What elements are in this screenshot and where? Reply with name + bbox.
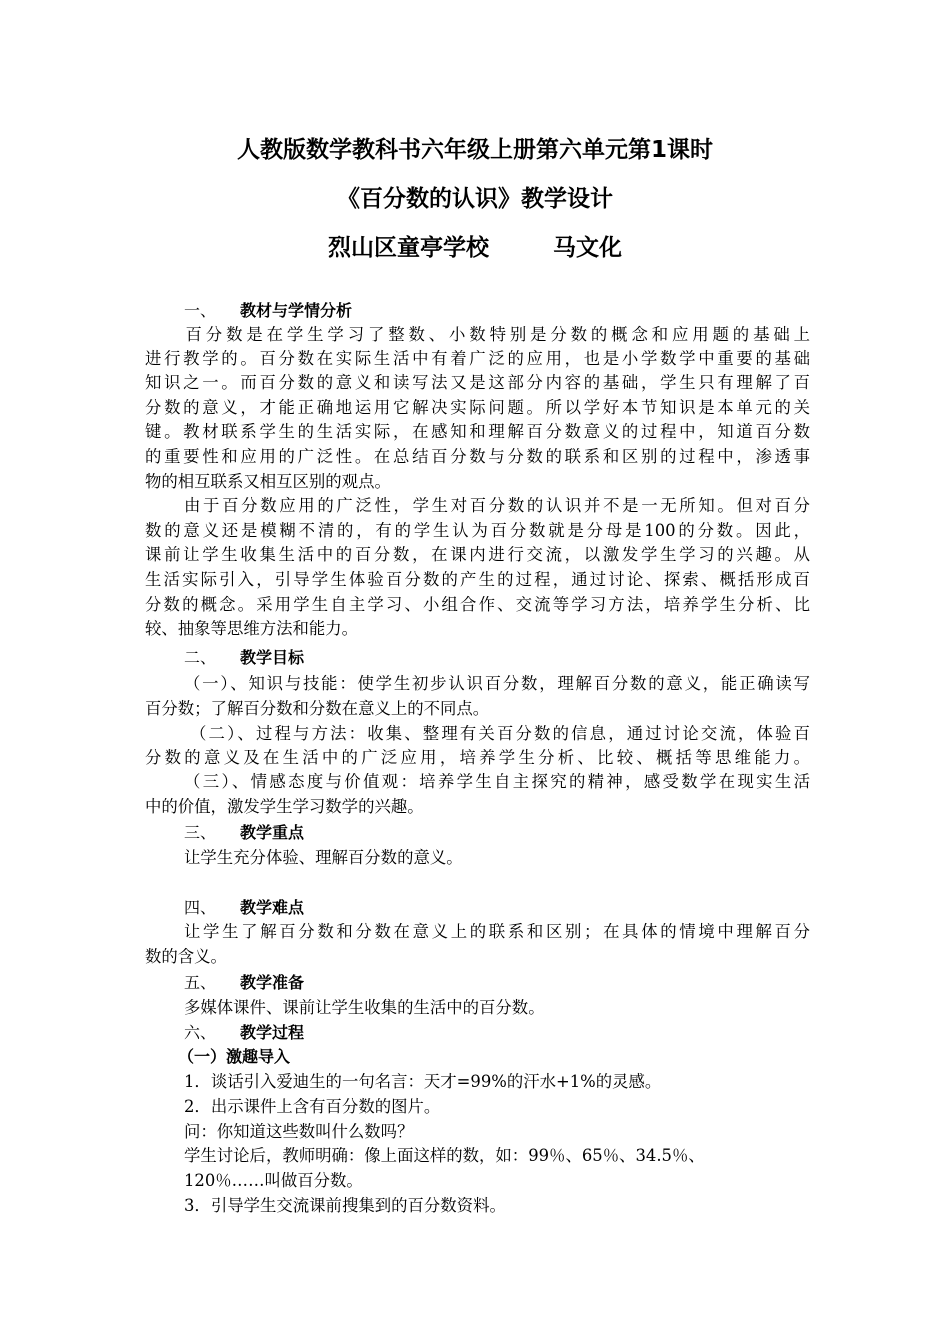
paragraph-line: 分数的意义及在生活中的广泛应用，培养学生分析、比较、概括等思维能力。 bbox=[145, 748, 810, 767]
paragraph-line: 的重要性和应用的广泛性。在总结百分数与分数的联系和区别的过程中，渗透事 bbox=[145, 447, 810, 466]
section-title: 教学目标 bbox=[240, 648, 305, 667]
paragraph-line: 数的含义。 bbox=[145, 947, 227, 966]
section-title: 教材与学情分析 bbox=[240, 301, 353, 320]
section-number: 六、 bbox=[184, 1023, 217, 1042]
paragraph-line: 百分数是在学生学习了整数、小数特别是分数的概念和应用题的基础上 bbox=[145, 325, 810, 344]
step-line: 学生讨论后，教师明确：像上面这样的数，如：99％、65％、34.5％、 bbox=[184, 1146, 705, 1165]
paragraph-line: 中的价值，激发学生学习数学的兴趣。 bbox=[145, 797, 424, 816]
doc-subtitle: 《百分数的认识》教学设计 bbox=[337, 186, 613, 212]
paragraph-line: 知识之一。而百分数的意义和读写法又是这部分内容的基础，学生只有理解了百 bbox=[145, 373, 810, 392]
step-line: 2．出示课件上含有百分数的图片。 bbox=[184, 1097, 441, 1116]
step-line: 3．引导学生交流课前搜集到的百分数资料。 bbox=[184, 1196, 506, 1215]
paragraph-line: 多媒体课件、课前让学生收集的生活中的百分数。 bbox=[184, 998, 545, 1017]
section-heading-4 bbox=[184, 896, 304, 920]
doc-author: 烈山区童亭学校 马文化 bbox=[327, 235, 623, 261]
paragraph-line: 让学生了解百分数和分数在意义上的联系和区别；在具体的情境中理解百分 bbox=[184, 922, 810, 941]
section-heading-2 bbox=[184, 646, 304, 670]
paragraph-line: 进行教学的。百分数在实际生活中有着广泛的应用，也是小学数学中重要的基础 bbox=[145, 349, 810, 368]
paragraph-line: 较、抽象等思维方法和能力。 bbox=[145, 619, 359, 638]
paragraph-line: 课前让学生收集生活中的百分数，在课内进行交流，以激发学生学习的兴趣。从 bbox=[145, 545, 810, 564]
section-number: 三、 bbox=[184, 823, 217, 842]
paragraph-line: 生活实际引入，引导学生体验百分数的产生的过程，通过讨论、探索、概括形成百 bbox=[145, 570, 810, 589]
doc-title: 人教版数学教科书六年级上册第六单元第1课时 bbox=[236, 137, 713, 163]
section-number: 四、 bbox=[184, 898, 217, 917]
paragraph-line: （二）、过程与方法：收集、整理有关百分数的信息，通过讨论交流，体验百 bbox=[190, 724, 810, 743]
paragraph-line: 百分数；了解百分数和分数在意义上的不同点。 bbox=[145, 699, 490, 718]
step-line: 问：你知道这些数叫什么数吗？ bbox=[184, 1122, 414, 1141]
paragraph-line: 键。教材联系学生的生活实际，在感知和理解百分数意义的过程中，知道百分数 bbox=[145, 422, 810, 441]
section-heading-6 bbox=[184, 1021, 304, 1045]
step-line: 120％……叫做百分数。 bbox=[184, 1171, 363, 1190]
section-title: 教学准备 bbox=[240, 973, 305, 992]
section-number: 一、 bbox=[184, 301, 217, 320]
section-heading-5 bbox=[184, 971, 304, 995]
paragraph-line: 让学生充分体验、理解百分数的意义。 bbox=[184, 848, 463, 867]
paragraph-line: 分数的概念。采用学生自主学习、小组合作、交流等学习方法，培养学生分析、比 bbox=[145, 595, 810, 614]
section-heading-3 bbox=[184, 821, 304, 845]
step-line: 1．谈话引入爱迪生的一句名言：天才=99%的汗水+1%的灵感。 bbox=[184, 1072, 662, 1091]
section-number: 二、 bbox=[184, 648, 217, 667]
paragraph-line: 数的意义还是模糊不清的，有的学生认为百分数就是分母是100的分数。因此， bbox=[145, 521, 810, 540]
section-title: 教学重点 bbox=[240, 823, 305, 842]
section-number: 五、 bbox=[184, 973, 217, 992]
subsection-heading: （一）激趣导入 bbox=[178, 1047, 291, 1066]
paragraph-line: （一）、知识与技能：使学生初步认识百分数，理解百分数的意义，能正确读写 bbox=[184, 674, 810, 693]
paragraph-line: 由于百分数应用的广泛性，学生对百分数的认识并不是一无所知。但对百分 bbox=[184, 496, 810, 515]
section-title: 教学过程 bbox=[240, 1023, 305, 1042]
paragraph-line: （三）、情感态度与价值观：培养学生自主探究的精神，感受数学在现实生活 bbox=[184, 772, 810, 791]
section-title: 教学难点 bbox=[240, 898, 305, 917]
paragraph-line: 物的相互联系又相互区别的观点。 bbox=[145, 472, 391, 491]
section-heading-1 bbox=[184, 299, 352, 323]
paragraph-line: 分数的意义，才能正确地运用它解决实际问题。所以学好本节知识是本单元的关 bbox=[145, 398, 810, 417]
